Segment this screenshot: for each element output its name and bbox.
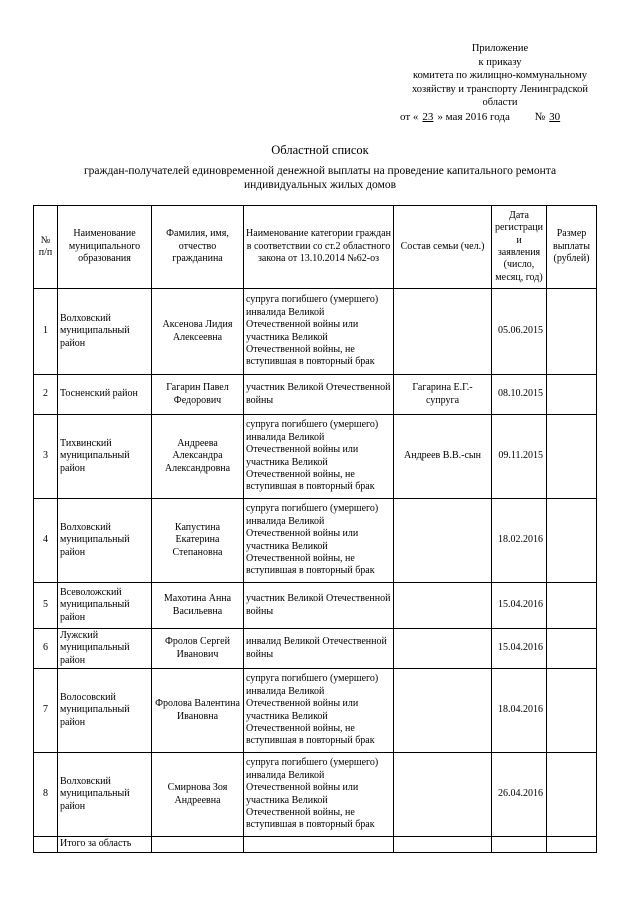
cell-municipality: Волховский муниципальный район	[58, 289, 152, 375]
appendix-header	[395, 42, 605, 110]
cell-amount	[547, 669, 597, 753]
document-subtitle: граждан-получателей единовременной денежной выплаты на проведение капитального ремонта индивидуальных жилых домов	[83, 165, 557, 191]
cell-family: Андреев В.В.-сын	[394, 415, 492, 499]
header-name: Фамилия, имя, отчество гражданина	[152, 206, 244, 289]
cell-num: 4	[34, 499, 58, 583]
cell-name: Фролов Сергей Иванович	[152, 629, 244, 669]
header-amount: Размер выплаты (рублей)	[547, 206, 597, 289]
cell-municipality: Тосненский район	[58, 375, 152, 415]
cell-date: 08.10.2015	[492, 375, 547, 415]
table-row	[34, 415, 597, 499]
table-row	[34, 669, 597, 753]
cell-num: 2	[34, 375, 58, 415]
cell-municipality: Волховский муниципальный район	[58, 753, 152, 837]
cell-amount	[547, 499, 597, 583]
table-row	[34, 583, 597, 629]
cell-family	[394, 629, 492, 669]
cell-amount	[547, 583, 597, 629]
cell-amount	[547, 375, 597, 415]
cell-category: супруга погибшего (умершего) инвалида Великой Отечественной войны или участника Великой Отечественной войны, не вступившая в повторный брак	[244, 669, 394, 753]
total-cell-empty	[244, 837, 394, 853]
cell-name: Гагарин Павел Федорович	[152, 375, 244, 415]
cell-date: 09.11.2015	[492, 415, 547, 499]
cell-name: Махотина Анна Васильевна	[152, 583, 244, 629]
order-no-label: №	[534, 111, 546, 123]
cell-category: супруга погибшего (умершего) инвалида Великой Отечественной войны или участника Великой Отечественной войны, не вступившая в повторный брак	[244, 289, 394, 375]
order-reference	[400, 111, 564, 123]
cell-family	[394, 669, 492, 753]
header-num: № п/п	[34, 206, 58, 289]
cell-date: 18.04.2016	[492, 669, 547, 753]
table-row	[34, 499, 597, 583]
cell-family	[394, 583, 492, 629]
cell-category: супруга погибшего (умершего) инвалида Великой Отечественной войны или участника Великой Отечественной войны, не вступившая в повторный брак	[244, 753, 394, 837]
table-row	[34, 289, 597, 375]
order-prefix: от «	[400, 111, 419, 123]
cell-category: участник Великой Отечественной войны	[244, 583, 394, 629]
cell-amount	[547, 753, 597, 837]
header-date: Дата регистраци и заявления (число, месяц, год)	[492, 206, 547, 289]
table-total-row	[34, 837, 597, 853]
cell-date: 26.04.2016	[492, 753, 547, 837]
cell-date: 05.06.2015	[492, 289, 547, 375]
cell-name: Фролова Валентина Ивановна	[152, 669, 244, 753]
cell-category: супруга погибшего (умершего) инвалида Великой Отечественной войны или участника Великой Отечественной войны, не вступившая в повторный брак	[244, 499, 394, 583]
cell-family: Гагарина Е.Г.-супруга	[394, 375, 492, 415]
total-cell-empty	[492, 837, 547, 853]
appendix-line: хозяйству и транспорту Ленинградской	[411, 83, 589, 95]
order-number: 30	[549, 111, 561, 123]
cell-num: 6	[34, 629, 58, 669]
cell-num: 1	[34, 289, 58, 375]
appendix-line: комитета по жилищно-коммунальному	[413, 70, 587, 82]
cell-amount	[547, 415, 597, 499]
cell-num: 8	[34, 753, 58, 837]
cell-num: 5	[34, 583, 58, 629]
cell-municipality: Волосовский муниципальный район	[58, 669, 152, 753]
cell-municipality: Волховский муниципальный район	[58, 499, 152, 583]
header-category: Наименование категории граждан в соответствии со ст.2 областного закона от 13.10.2014 №62-оз	[244, 206, 394, 289]
cell-name: Андреева Александра Александровна	[152, 415, 244, 499]
cell-amount	[547, 629, 597, 669]
cell-category: инвалид Великой Отечественной войны	[244, 629, 394, 669]
cell-family	[394, 289, 492, 375]
order-day: 23	[422, 111, 434, 123]
cell-municipality: Всеволожский муниципальный район	[58, 583, 152, 629]
cell-name: Смирнова Зоя Андреевна	[152, 753, 244, 837]
header-family: Состав семьи (чел.)	[394, 206, 492, 289]
appendix-line: Приложение	[471, 43, 529, 54]
table-row	[34, 375, 597, 415]
total-label: Итого за область	[58, 837, 152, 853]
order-mid: » мая 2016 года	[437, 111, 510, 123]
cell-municipality: Тихвинский муниципальный район	[58, 415, 152, 499]
header-municipality: Наименование муниципального образования	[58, 206, 152, 289]
cell-date: 15.04.2016	[492, 629, 547, 669]
cell-date: 15.04.2016	[492, 583, 547, 629]
cell-amount	[547, 289, 597, 375]
total-cell-empty	[547, 837, 597, 853]
cell-family	[394, 753, 492, 837]
total-cell-empty	[394, 837, 492, 853]
appendix-line: области	[482, 97, 518, 109]
cell-date: 18.02.2016	[492, 499, 547, 583]
cell-name: Капустина Екатерина Степановна	[152, 499, 244, 583]
cell-num: 3	[34, 415, 58, 499]
table-row	[34, 753, 597, 837]
cell-name: Аксенова Лидия Алексеевна	[152, 289, 244, 375]
cell-family	[394, 499, 492, 583]
cell-municipality: Лужский муниципальный район	[58, 629, 152, 669]
total-cell-empty	[34, 837, 58, 853]
appendix-line: к приказу	[478, 56, 522, 68]
cell-category: участник Великой Отечественной войны	[244, 375, 394, 415]
table-row	[34, 629, 597, 669]
cell-num: 7	[34, 669, 58, 753]
recipients-table	[33, 205, 597, 853]
total-cell-empty	[152, 837, 244, 853]
table-header-row	[34, 206, 597, 289]
document-title: Областной список	[271, 143, 369, 157]
cell-category: супруга погибшего (умершего) инвалида Великой Отечественной войны или участника Великой Отечественной войны, не вступившая в повторный брак	[244, 415, 394, 499]
